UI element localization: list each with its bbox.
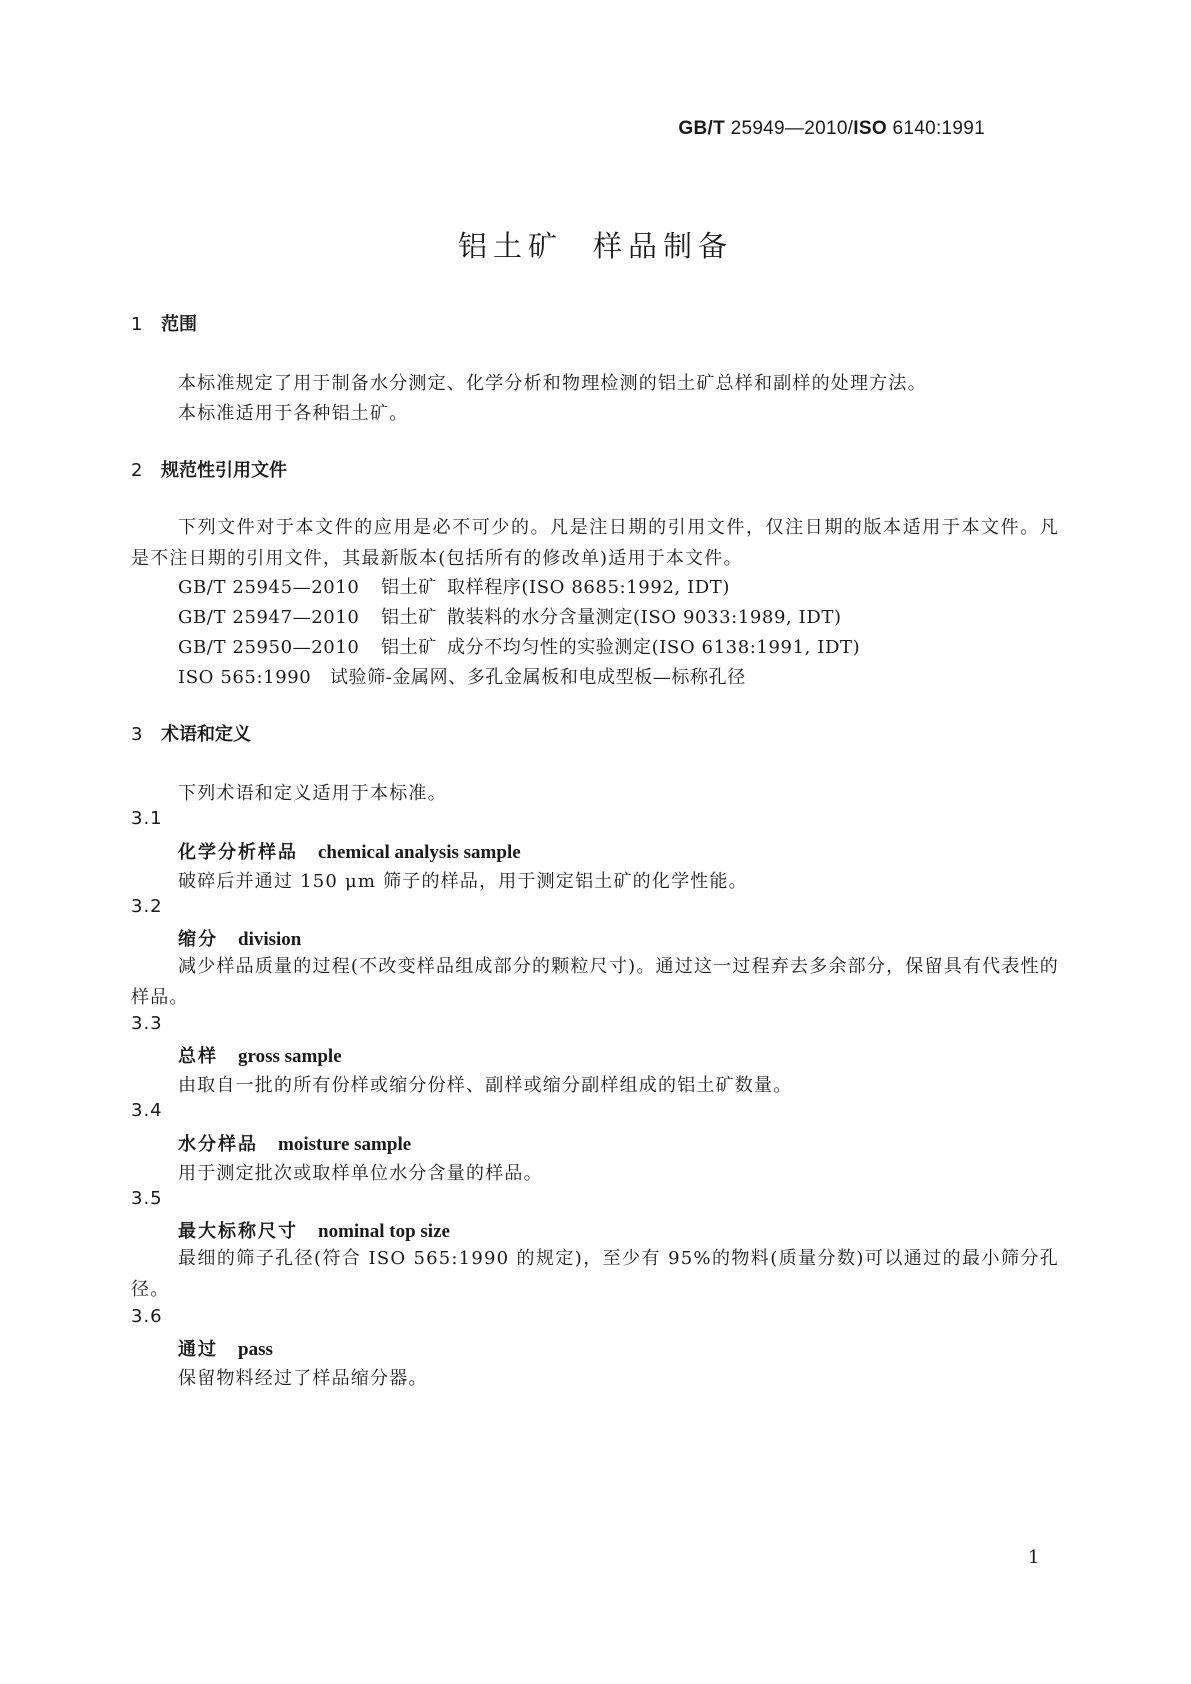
term-chinese: 水分样品 — [178, 1134, 258, 1155]
term-number: 3.3 — [131, 1013, 163, 1034]
code-iso: ISO — [853, 118, 887, 139]
section-number: 1 — [131, 314, 143, 335]
reference-item — [178, 603, 842, 629]
title-part-1: 铝土矿 — [457, 229, 563, 263]
section-number: 3 — [131, 724, 143, 745]
term-title — [178, 838, 521, 864]
reference-name: 铝土矿 — [381, 637, 437, 658]
term-english: chemical analysis sample — [318, 842, 521, 863]
references-intro: 下列文件对于本文件的应用是必不可少的。凡是注日期的引用文件，仅注日期的版本适用于本文件。凡是不注日期的引用文件，其最新版本(包括所有的修改单)适用于本文件。 — [131, 517, 1059, 569]
section-title: 术语和定义 — [161, 724, 251, 745]
reference-item — [178, 573, 730, 599]
term-title — [178, 1130, 411, 1156]
reference-iso: ISO 565:1990 试验筛-金属网、多孔金属板和电成型板—标称孔径 — [178, 667, 746, 688]
section-3-heading — [131, 720, 251, 746]
section-1-heading — [131, 310, 197, 336]
code-prefix: GB/T — [678, 118, 725, 139]
term-definition: 由取自一批的所有份样或缩分份样、副样或缩分副样组成的铝土矿数量。 — [178, 1075, 793, 1096]
term-number: 3.1 — [131, 808, 163, 829]
term-title — [178, 1217, 450, 1243]
reference-code: GB/T 25947—2010 — [178, 607, 360, 628]
reference-code: GB/T 25945—2010 — [178, 577, 360, 598]
term-definition: 保留物料经过了样品缩分器。 — [178, 1368, 428, 1389]
reference-code: GB/T 25950—2010 — [178, 637, 360, 658]
page-number: 1 — [1028, 1547, 1040, 1568]
term-number: 3.6 — [131, 1306, 163, 1327]
reference-description: 散装料的水分含量测定(ISO 9033:1989, IDT) — [447, 607, 842, 628]
code-number: 25949—2010/ — [725, 118, 854, 139]
scope-paragraph-2: 本标准适用于各种铝土矿。 — [178, 403, 409, 424]
term-definition: 破碎后并通过 150 μm 筛子的样品，用于测定铝土矿的化学性能。 — [178, 871, 748, 892]
term-number: 3.2 — [131, 896, 163, 917]
section-title: 范围 — [161, 314, 197, 335]
term-chinese: 化学分析样品 — [178, 842, 298, 863]
term-title — [178, 925, 301, 951]
section-number: 2 — [131, 460, 143, 481]
term-title — [178, 1042, 342, 1068]
term-number: 3.5 — [131, 1188, 163, 1209]
term-definition: 用于测定批次或取样单位水分含量的样品。 — [178, 1163, 543, 1184]
term-chinese: 通过 — [178, 1339, 218, 1360]
term-title — [178, 1335, 273, 1361]
term-number: 3.4 — [131, 1100, 163, 1121]
code-iso-number: 6140:1991 — [886, 118, 985, 139]
section-title: 规范性引用文件 — [161, 460, 287, 481]
section-2-heading — [131, 456, 287, 482]
term-english: gross sample — [238, 1046, 342, 1067]
reference-description: 取样程序(ISO 8685:1992, IDT) — [447, 577, 731, 598]
term-chinese: 总样 — [178, 1046, 218, 1067]
term-english: pass — [238, 1339, 273, 1360]
reference-description: 成分不均匀性的实验测定(ISO 6138:1991, IDT) — [447, 637, 861, 658]
document-title — [0, 224, 1191, 265]
term-definition: 减少样品质量的过程(不改变样品组成部分的颗粒尺寸)。通过这一过程弃去多余部分，保留具有代表性的样品。 — [131, 956, 1059, 1008]
term-chinese: 最大标称尺寸 — [178, 1221, 298, 1242]
reference-name: 铝土矿 — [381, 607, 437, 628]
standard-code — [678, 118, 985, 140]
title-part-2: 样品制备 — [593, 229, 734, 263]
reference-name: 铝土矿 — [381, 577, 437, 598]
scope-paragraph-1: 本标准规定了用于制备水分测定、化学分析和物理检测的铝土矿总样和副样的处理方法。 — [178, 373, 927, 394]
term-english: nominal top size — [318, 1221, 450, 1242]
term-english: division — [238, 929, 302, 950]
reference-item — [178, 633, 860, 659]
term-english: moisture sample — [278, 1134, 412, 1155]
term-definition: 最细的筛子孔径(符合 ISO 565:1990 的规定)，至少有 95%的物料(质量分数)可以通过的最小筛分孔径。 — [131, 1248, 1059, 1300]
term-chinese: 缩分 — [178, 929, 218, 950]
terms-intro: 下列术语和定义适用于本标准。 — [178, 783, 447, 804]
